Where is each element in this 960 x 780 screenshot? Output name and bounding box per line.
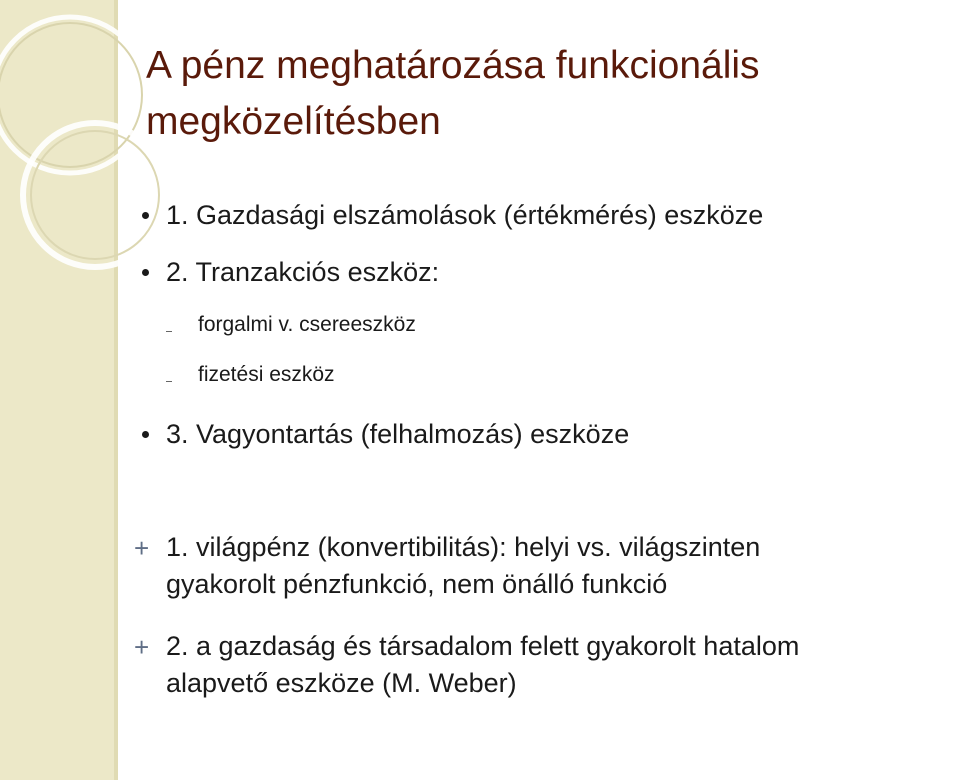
note-1-line-2: gyakorolt pénzfunkció, nem önálló funkció xyxy=(166,569,668,599)
list-item-2: 2. Tranzakciós eszköz: xyxy=(166,257,440,287)
list-item-3: 3. Vagyontartás (felhalmozás) eszköze xyxy=(166,419,630,449)
note-1-line-1: 1. világpénz (konvertibilitás): helyi vs. világszinten xyxy=(166,532,761,562)
note-2-line-2: alapvető eszköze (M. Weber) xyxy=(166,668,517,698)
list-item-1: 1. Gazdasági elszámolások (értékmérés) eszköze xyxy=(166,200,764,230)
bullet-dot-icon xyxy=(142,269,149,276)
note-2 xyxy=(166,628,956,702)
note-2-line-1: 2. a gazdaság és társadalom felett gyakorolt hatalom xyxy=(166,631,800,661)
decorative-rings xyxy=(0,0,160,330)
plus-bullet-icon: + xyxy=(134,632,150,662)
plus-bullet-icon: + xyxy=(134,533,150,563)
bullet-dot-icon xyxy=(142,212,149,219)
dash-bullet-icon xyxy=(166,331,172,332)
slide-title xyxy=(146,38,936,150)
sub-item-1: forgalmi v. csereeszköz xyxy=(198,313,416,336)
dash-bullet-icon xyxy=(166,381,172,382)
sub-item-2: fizetési eszköz xyxy=(198,363,335,386)
bullet-dot-icon xyxy=(142,431,149,438)
note-1 xyxy=(166,529,956,603)
title-line-1: A pénz meghatározása funkcionális xyxy=(146,44,760,87)
title-line-2: megközelítésben xyxy=(146,100,441,143)
